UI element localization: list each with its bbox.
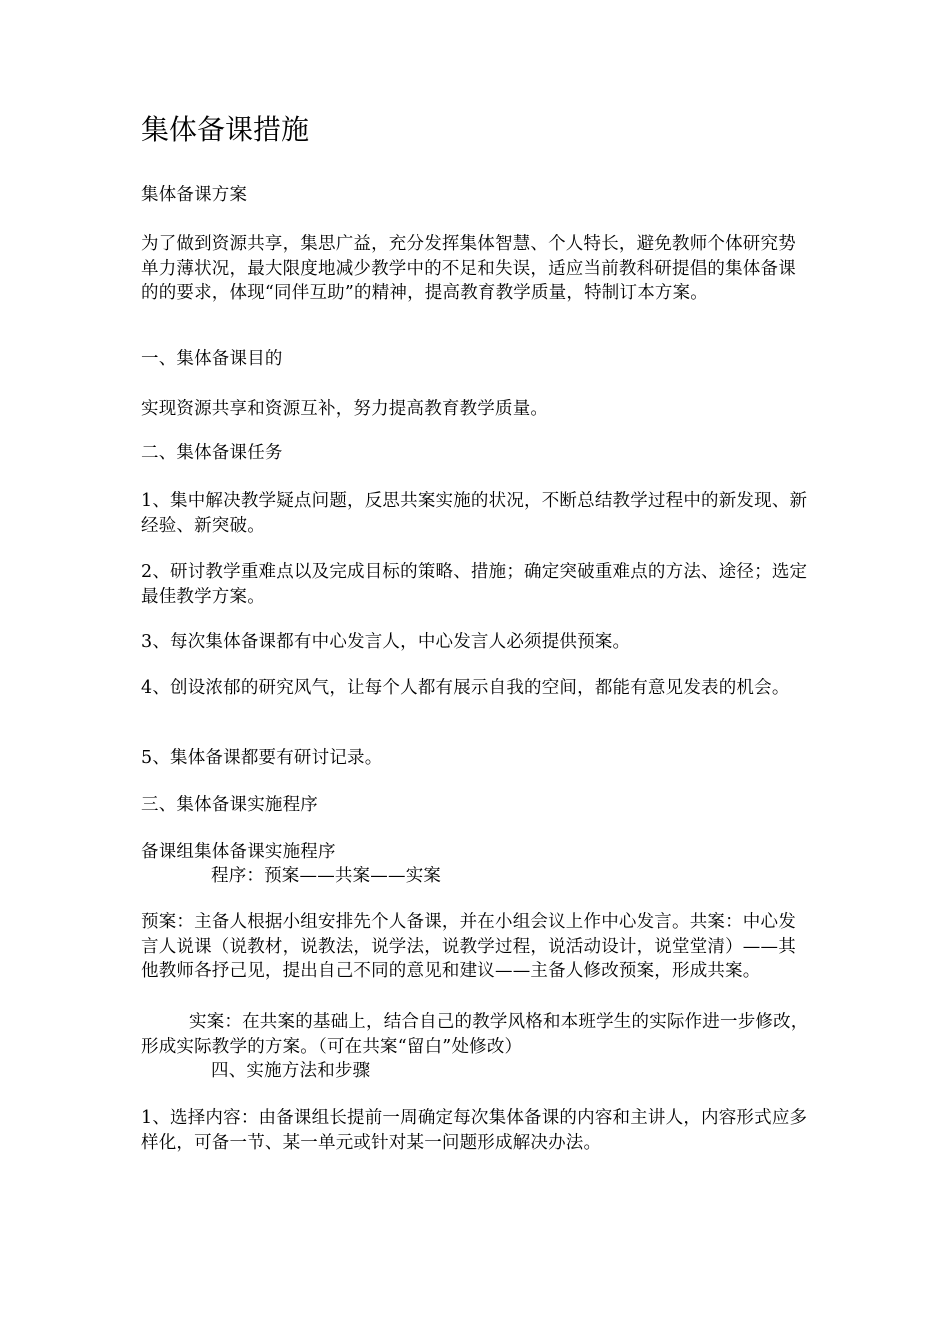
document-title: 集体备课措施 bbox=[141, 113, 310, 146]
section-3-heading: 三、集体备课实施程序 bbox=[141, 795, 318, 815]
intro-paragraph: 为了做到资源共享，集思广益，充分发挥集体智慧、个人特长，避免教师个体研究势单力薄状况，最大限度地减少教学中的不足和失误，适应当前教科研提倡的集体备课的的要求，体现“同伴互助”的精神，提高教育教学质量，特制订本方案。 bbox=[141, 234, 796, 303]
section-1-body: 实现资源共享和资源互补，努力提高教育教学质量。 bbox=[141, 399, 549, 419]
plan-subtitle: 集体备课方案 bbox=[141, 185, 248, 205]
section-3-subheading: 备课组集体备课实施程序 bbox=[141, 842, 336, 862]
actual-plan-paragraph: 实案：在共案的基础上，结合自己的教学风格和本班学生的实际作进一步修改，形成实际教学的方案。（可在共案“留白”处修改） bbox=[141, 1012, 809, 1057]
section-4-heading: 四、实施方法和步骤 bbox=[211, 1061, 371, 1081]
section-1-heading: 一、集体备课目的 bbox=[141, 349, 283, 369]
task-item-1: 1、集中解决教学疑点问题，反思共案实施的状况，不断总结教学过程中的新发现、新经验、新突破。 bbox=[141, 491, 808, 536]
task-item-2: 2、研讨教学重难点以及完成目标的策略、措施；确定突破重难点的方法、途径；选定最佳教学方案。 bbox=[141, 562, 808, 607]
task-item-4: 4、创设浓郁的研究风气，让每个人都有展示自我的空间，都能有意见发表的机会。 bbox=[141, 678, 790, 698]
procedure-line: 程序：预案——共案——实案 bbox=[211, 866, 442, 886]
preparation-paragraph: 预案：主备人根据小组安排先个人备课，并在小组会议上作中心发言。共案：中心发言人说课（说教材，说教法，说学法，说教学过程，说活动设计，说堂堂清）——其他教师各抒己见，提出自己不同的意见和建议——主备人修改预案，形成共案。 bbox=[141, 912, 796, 981]
task-item-3: 3、每次集体备课都有中心发言人，中心发言人必须提供预案。 bbox=[141, 632, 631, 652]
section-2-heading: 二、集体备课任务 bbox=[141, 443, 283, 463]
method-item-1: 1、选择内容：由备课组长提前一周确定每次集体备课的内容和主讲人，内容形式应多样化，可备一节、某一单元或针对某一问题形成解决办法。 bbox=[141, 1108, 808, 1153]
task-item-5: 5、集体备课都要有研讨记录。 bbox=[141, 748, 383, 768]
